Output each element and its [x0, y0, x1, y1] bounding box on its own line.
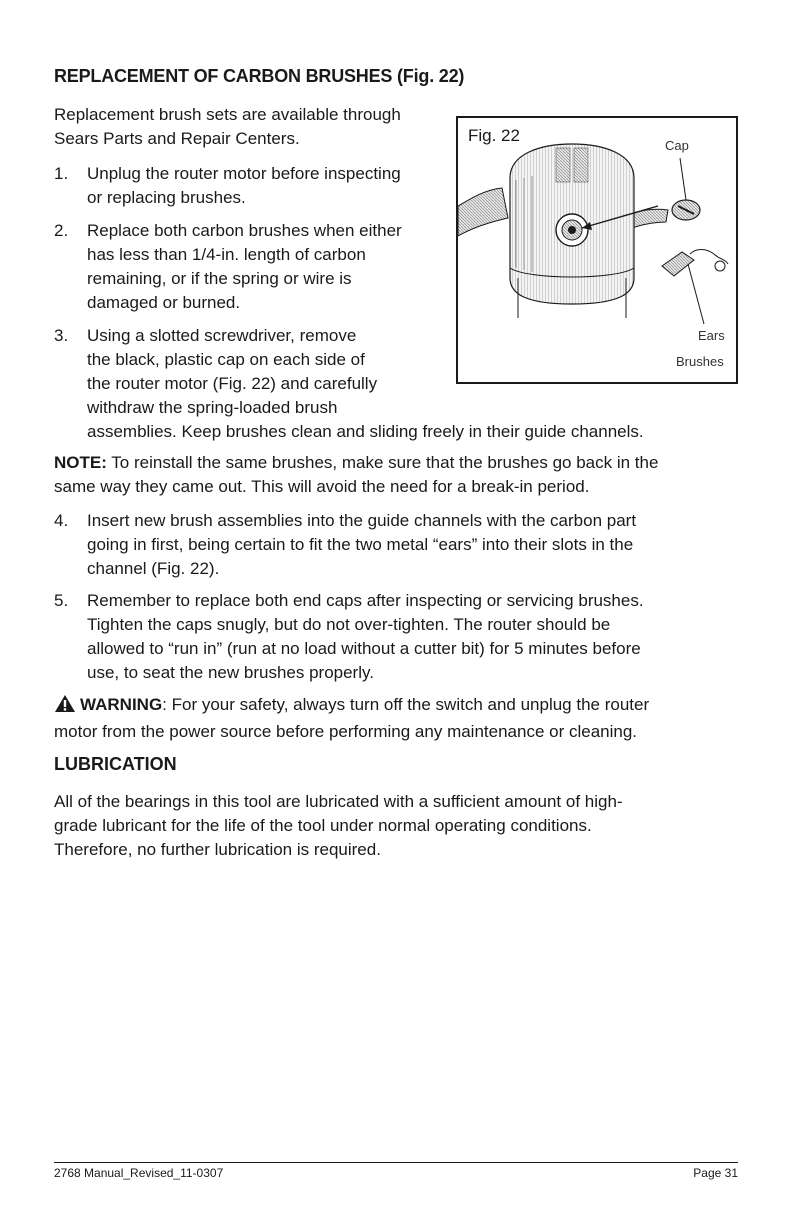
step-line: damaged or burned.	[87, 293, 241, 312]
intro-line: Replacement brush sets are available through	[54, 105, 401, 124]
step-line: going in first, being certain to fit the two metal “ears” into their slots in the	[87, 535, 634, 554]
figure-label: Fig. 22	[468, 126, 520, 145]
step-line: withdraw the spring-loaded brush	[87, 398, 338, 417]
note-text: same way they came out. This will avoid the need for a break-in period.	[54, 477, 590, 496]
lubrication-line: Therefore, no further lubrication is required.	[54, 840, 381, 859]
warning-paragraph	[54, 693, 649, 744]
section-heading-carbon-brushes: REPLACEMENT OF CARBON BRUSHES (Fig. 22)	[54, 66, 465, 86]
step-line: assemblies. Keep brushes clean and sliding freely in their guide channels.	[87, 422, 644, 441]
intro-line: Sears Parts and Repair Centers.	[54, 129, 300, 148]
warning-text: : For your safety, always turn off the switch and unplug the router	[162, 695, 650, 714]
intro-paragraph	[54, 103, 401, 151]
section-heading-lubrication: LUBRICATION	[54, 754, 177, 774]
cap-callout-label: Cap	[665, 138, 689, 153]
brushes-callout-label: Brushes	[676, 354, 724, 369]
step-line: Unplug the router motor before inspecting	[87, 164, 401, 183]
warning-triangle-icon	[54, 694, 76, 720]
lubrication-paragraph	[54, 790, 623, 862]
step-line: the router motor (Fig. 22) and carefully	[87, 374, 378, 393]
step-number: 3.	[54, 326, 69, 345]
footer-divider	[54, 1162, 738, 1163]
note-text: To reinstall the same brushes, make sure that the brushes go back in the	[106, 453, 659, 472]
step-number: 2.	[54, 221, 69, 240]
step-number: 4.	[54, 511, 69, 530]
lubrication-line: All of the bearings in this tool are lubricated with a sufficient amount of high-	[54, 792, 623, 811]
step-line: Remember to replace both end caps after inspecting or servicing brushes.	[87, 591, 644, 610]
step-line: the black, plastic cap on each side of	[87, 350, 365, 369]
step-line: remaining, or if the spring or wire is	[87, 269, 352, 288]
warning-text: motor from the power source before performing any maintenance or cleaning.	[54, 722, 638, 741]
step-line: use, to seat the new brushes properly.	[87, 663, 374, 682]
step-line: Using a slotted screwdriver, remove	[87, 326, 357, 345]
step-line: allowed to “run in” (run at no load without a cutter bit) for 5 minutes before	[87, 639, 641, 658]
router-motor-illustration	[458, 118, 736, 382]
note-label: NOTE:	[54, 453, 107, 472]
ears-callout-label: Ears	[698, 328, 725, 343]
step-number: 1.	[54, 164, 69, 183]
step-line: Replace both carbon brushes when either	[87, 221, 402, 240]
step-line: channel (Fig. 22).	[87, 559, 220, 578]
step-line: has less than 1/4-in. length of carbon	[87, 245, 366, 264]
step-line: or replacing brushes.	[87, 188, 246, 207]
lubrication-line: grade lubricant for the life of the tool under normal operating conditions.	[54, 816, 592, 835]
footer-document-id: 2768 Manual_Revised_11-0307	[54, 1166, 224, 1180]
step-number: 5.	[54, 591, 69, 610]
warning-label: WARNING	[80, 695, 163, 714]
step-line: Insert new brush assemblies into the guide channels with the carbon part	[87, 511, 637, 530]
note-paragraph	[54, 451, 658, 499]
step-line: Tighten the caps snugly, but do not over-tighten. The router should be	[87, 615, 611, 634]
figure-22-box	[456, 116, 738, 384]
footer-page-number: Page 31	[693, 1166, 738, 1180]
